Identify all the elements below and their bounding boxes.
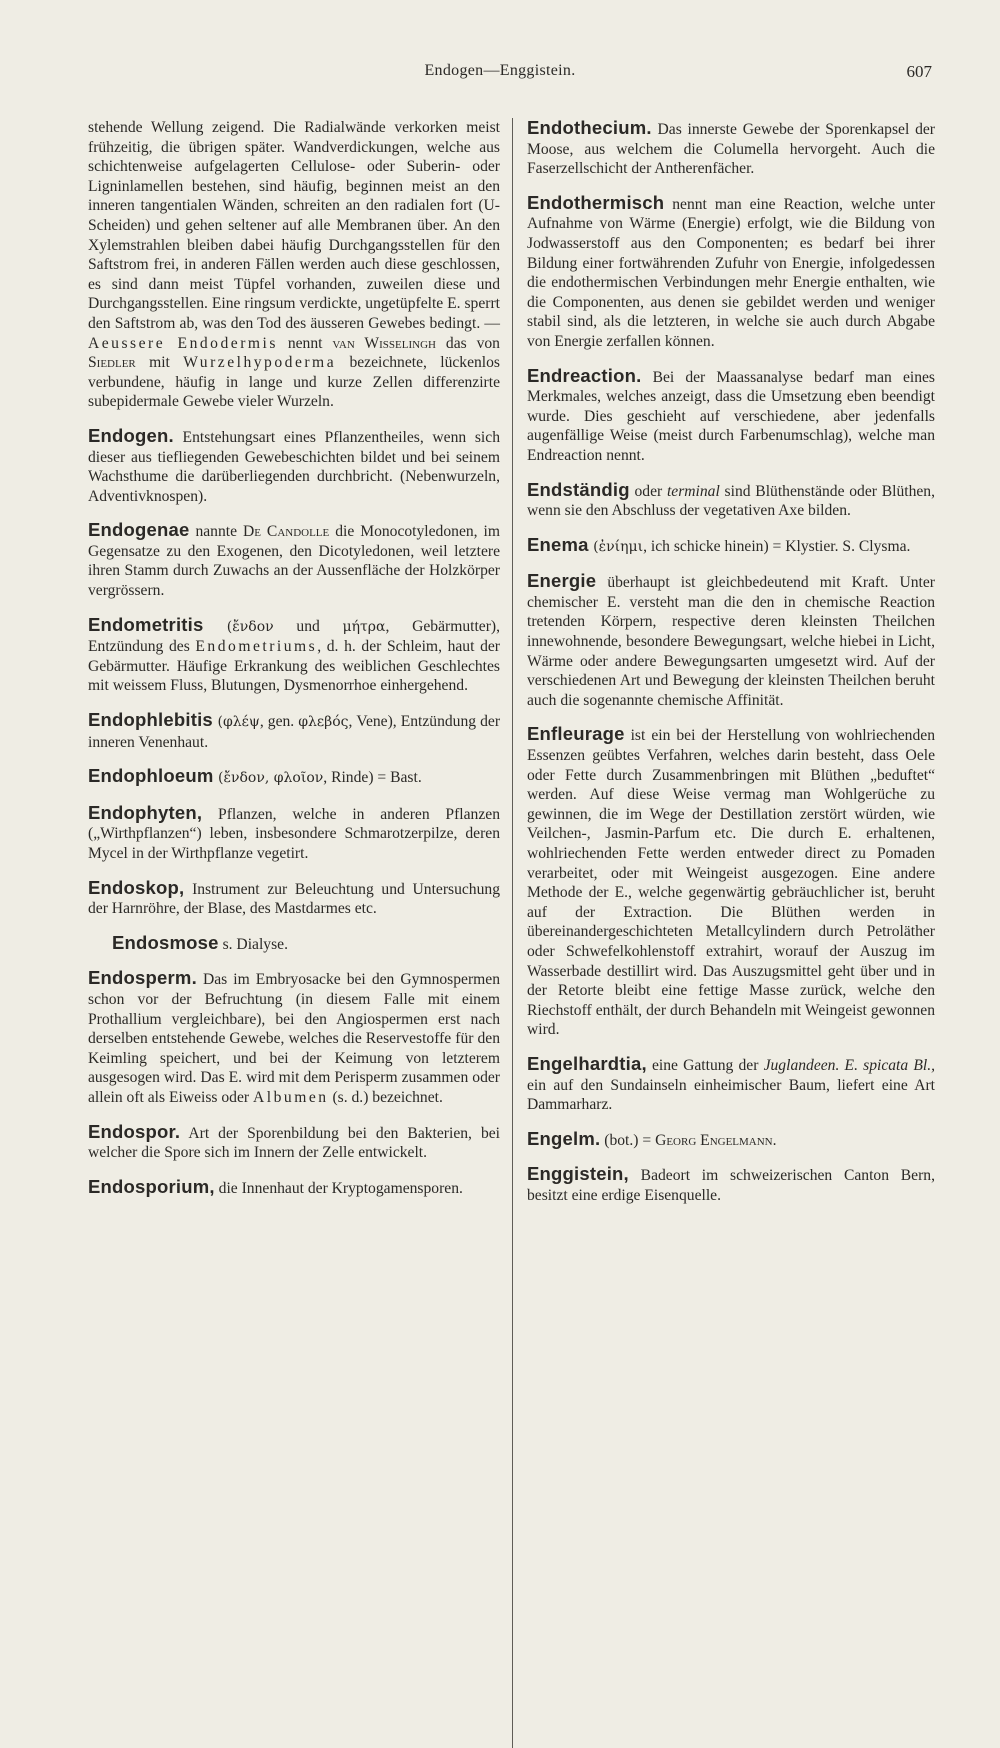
headword-engelhardtia: Engelhardtia, [527, 1052, 647, 1074]
definition: Instrument zur Beleuchtung und Untersuchung der Harnröhre, der Blase, des Mastdarmes etc. [88, 880, 500, 918]
author-siedler: Siedler [88, 354, 136, 372]
entry-endodermis-continuation [88, 118, 500, 412]
definition: , Vene), Entzündung der inneren Venenhaut. [88, 713, 501, 751]
text: oder [629, 482, 667, 500]
headword-enggistein: Enggistein, [527, 1163, 629, 1185]
term-terminal: terminal [666, 482, 720, 500]
headword-endothecium: Endothecium. [527, 117, 652, 138]
entry-endophlebitis [88, 710, 500, 752]
text: mit [135, 354, 184, 372]
headword-engelm: Engelm. [527, 1127, 601, 1149]
headword-endospor: Endospor. [88, 1120, 181, 1142]
text: das von [435, 334, 500, 352]
term-aeussere-endodermis: Aeussere Endodermis [88, 334, 278, 352]
definition: sind Blüthenstände oder Blüthen, wenn sie den Abschluss der vegetativen Axe bilden. [527, 482, 935, 520]
author-van-wisselingh: van Wisselingh [332, 334, 436, 352]
definition: Art der Sporenbildung bei den Bakterien, bei welcher die Spore sich im Innern der Zelle entwickelt. [88, 1124, 500, 1162]
headword-endosmose: Endosmose [112, 931, 219, 953]
headword-endothermisch: Endothermisch [527, 191, 665, 213]
headword-endosperm: Endosperm. [88, 967, 197, 989]
greek-etymology: μήτρα [342, 618, 386, 635]
definition: Badeort im schweizerischen Canton Bern, besitzt eine erdige Eisenquelle. [527, 1167, 935, 1204]
entry-endogenae [88, 520, 500, 600]
definition: nennt man eine Reaction, welche unter Aufnahme von Wärme (Energie) erfolgt, wie die Bildung von Jodwasserstoff aus den Componenten; es bedarf bei ihrer Bildung einer fortwährenden Zufuhr von Energie, infolgedessen die endothermischen Verbindungen mehr Energie enthalten, wie die Componenten, aus denen sie gebildet werden und weniger stabil sind, als die letzteren, in welche sie auch durch Abgabe von Energie zerfallen können. [527, 195, 935, 350]
definition: , Gebärmutter), Entzündung des [88, 617, 501, 656]
text: bezeichnete, lückenlos verbundene, häufig in lange und kurze Zellen differenzirte subepidermale Gewebe vieler Wurzeln. [88, 354, 500, 411]
definition: (s. d.) bezeichnet. [328, 1088, 443, 1106]
headword-energie: Energie [527, 570, 597, 592]
definition: Das im Embryosacke bei den Gymnospermen schon vor der Befruchtung (in diesem Falle mit einem Prothallium vergleichbare), bei den Angiospermen erst nach derselben entstehende Gewebe, welches die Reservestoffe für den Keimling speichert, und bei der Keimung von letzterem ausgesogen wird. Das E. wird mit dem Perisperm zusammen oder allein oft als Eiweiss oder [88, 971, 500, 1106]
text: nannte [189, 523, 243, 541]
entry-endospor [88, 1122, 500, 1163]
text: (bot.) = [600, 1131, 656, 1149]
entry-endstaendig [527, 480, 935, 521]
text: nennt [277, 334, 333, 352]
greek-etymology: (ἔνδον, φλοῖον [213, 770, 324, 787]
definition: Pflanzen, welche in anderen Pflanzen („Wirthpflanzen“) leben, insbesondere Schmarotzerpilze, deren Mycel in der Wirthpflanze vegetirt. [88, 805, 500, 862]
continuation-text: stehende Wellung zeigend. Die Radialwände verkorken meist frühzeitig, die übrigen später. Wandverdickungen, welche aus schichtenweise aufgelagerten Cellulose- oder Suberin- oder Ligninlamellen bestehen, sind häufig, beginnen meist an den inneren tangentialen Wänden, schreiten an den radialen fort (U-Scheiden) und gehen seltener auf alle Membranen über. An den Xylemstrahlen bleiben dabei häufig Durchgangsstellen für den Saftstrom frei, in anderen Fällen werden auch diese geschlossen, es sind dann meist Tüpfel vorhanden, zuweilen diese und Durchgangsstellen. Eine ringsum verdickte, ungetüpfelte E. sperrt den Saftstrom ab, was den Tod des äusseren Gewebes bedingt. — [88, 119, 500, 332]
entry-enggistein [527, 1164, 935, 1205]
headword-endophyten: Endophyten, [88, 801, 203, 823]
definition: Entstehungsart eines Pflanzentheiles, wenn sich dieser aus tiefliegenden Gewebeschichten bildet und bei seinem Wachsthume die darüberliegenden durchbricht. (Nebenwurzeln, Adventivknospen). [88, 428, 500, 505]
left-column [88, 118, 500, 1198]
definition: , ich schicke hinein) = Klystier. S. Clysma. [643, 537, 911, 555]
headword-enfleurage: Enfleurage [527, 723, 625, 745]
running-head: Endogen—Enggistein. [424, 62, 576, 79]
right-column [527, 118, 935, 1206]
headword-enema: Enema [527, 533, 589, 555]
definition: überhaupt ist gleichbedeutend mit Kraft. Unter chemischer E. versteht man die den in chemische Reaction tretenden Körpern, respective deren kleinsten Theilchen innewohnende, besondere Bewegungsart, welche hiebei in Licht, Wärme oder andere Bewegungsarten umgesetzt wird. Auf der verschiedenen Art und Bewegung der kleinsten Theilchen beruht auch die sogenannte chemische Affinität. [527, 574, 935, 709]
definition: ein auf den Sundainseln einheimischer Baum, liefert eine Art Dammarharz. [527, 1076, 935, 1114]
term-juglandeen: Juglandeen. [763, 1056, 840, 1074]
entry-energie [527, 571, 935, 710]
entry-endosmose [88, 933, 500, 955]
entry-endosperm [88, 968, 500, 1107]
headword-endogen: Endogen. [88, 424, 174, 446]
entry-endoskop [88, 878, 500, 919]
entry-enfleurage [527, 724, 935, 1040]
headword-endreaction: Endreaction. [527, 364, 642, 386]
headword-endosporium: Endosporium, [88, 1175, 215, 1197]
headword-endophloeum: Endophloeum [88, 765, 214, 787]
page-number: 607 [906, 62, 932, 81]
greek-etymology: (ἐνίημι [588, 538, 644, 555]
greek-etymology: (ἔνδον [203, 618, 274, 635]
definition: die Monocotyledonen, im Gegensatze zu den Exogenen, den Dicotyledonen, weil letztere ihren Stamm durch Zuwachs an der Aussenfläche der Holzkörper vergrössern. [88, 523, 500, 600]
entry-endothermisch [527, 193, 935, 352]
definition: , d. h. der Schleim, haut der Gebärmutter. Häufige Erkrankung des weiblichen Geschlechtes mit weissem Fluss, Blutungen, Dysmenorrhoe einhergehend. [88, 638, 500, 695]
entry-endogen [88, 426, 500, 506]
headword-endoskop: Endoskop, [88, 876, 185, 898]
entry-engelhardtia [527, 1054, 935, 1115]
definition: die Innenhaut der Kryptogamensporen. [214, 1179, 463, 1197]
text: eine Gattung der [646, 1056, 764, 1074]
entry-endosporium [88, 1177, 500, 1199]
headword-endogenae: Endogenae [88, 519, 190, 541]
headword-endophlebitis: Endophlebitis [88, 709, 213, 731]
entry-engelm [527, 1129, 935, 1151]
headword-endometritis: Endometritis [88, 613, 204, 635]
definition: s. Dialyse. [218, 935, 288, 953]
entry-endophloeum [88, 766, 500, 789]
term-albumen: Albumen [253, 1088, 329, 1106]
greek-etymology: φλεβός [298, 714, 349, 731]
term-endometrium: Endometriums [195, 638, 318, 656]
definition: ist ein bei der Herstellung von wohlriechenden Essenzen geübtes Verfahren, welches darin besteht, dass Oele oder Fette durch Zusammenbringen mit Blüthen „beduftet“ werden. Auf diese Weise vermag man Wohlgerüche zu gewinnen, die im Wege der Destillation zerstört würden, wie Veilchen-, Jasmin-Parfum etc. Die durch E. erhaltenen, wohlriechenden Fette werden entweder direct zu Pomaden verarbeitet, oder mit Weingeist ausgezogen. Eine andere Methode der E., welche gegenwärtig gebräuchlicher ist, beruht auf der Extraction. Die Blüthen werden in übereinandergeschichteten Metallcylindern durch Petroläther oder Schwefelkohlenstoff extrahirt, worauf der Auszug im Wasserbade destillirt wird. Das Auszugsmittel geht über und in der Retorte bleibt eine fettige Masse zurück, welche den Riechstoff enthält, der durch Behandeln mit Weingeist gewonnen wird. [527, 727, 935, 1039]
greek-etymology: (φλέψ [212, 714, 260, 731]
text: und [273, 617, 343, 635]
entry-endreaction [527, 366, 935, 466]
entry-enema [527, 535, 935, 558]
entry-endothecium [527, 118, 935, 179]
author-de-candolle: De Candolle [242, 523, 330, 541]
text: , gen. [259, 713, 299, 731]
definition: , Rinde) = Bast. [323, 769, 422, 787]
headword-endstaendig: Endständig [527, 478, 630, 500]
term-wurzelhypoderma: Wurzelhypoderma [183, 354, 337, 372]
definition: Das innerste Gewebe der Sporenkapsel der Moose, aus welchem die Columella hervorgeht. Auch die Faserzellschicht der Antherenfächer. [527, 121, 935, 178]
author-georg-engelmann: Georg Engelmann. [655, 1131, 777, 1149]
term-e-spicata: E. spicata Bl., [844, 1056, 936, 1074]
entry-endophyten [88, 803, 500, 864]
definition: Bei der Maassanalyse bedarf man eines Merkmales, welches anzeigt, dass die Umsetzung eben beendigt wurde. Dies geschieht auf verschiedene, aber jedenfalls augenfällige Weise (meist durch Farbenumschlag), welche man Endreaction nennt. [527, 368, 935, 464]
entry-endometritis [88, 615, 500, 696]
column-divider [512, 118, 513, 1748]
